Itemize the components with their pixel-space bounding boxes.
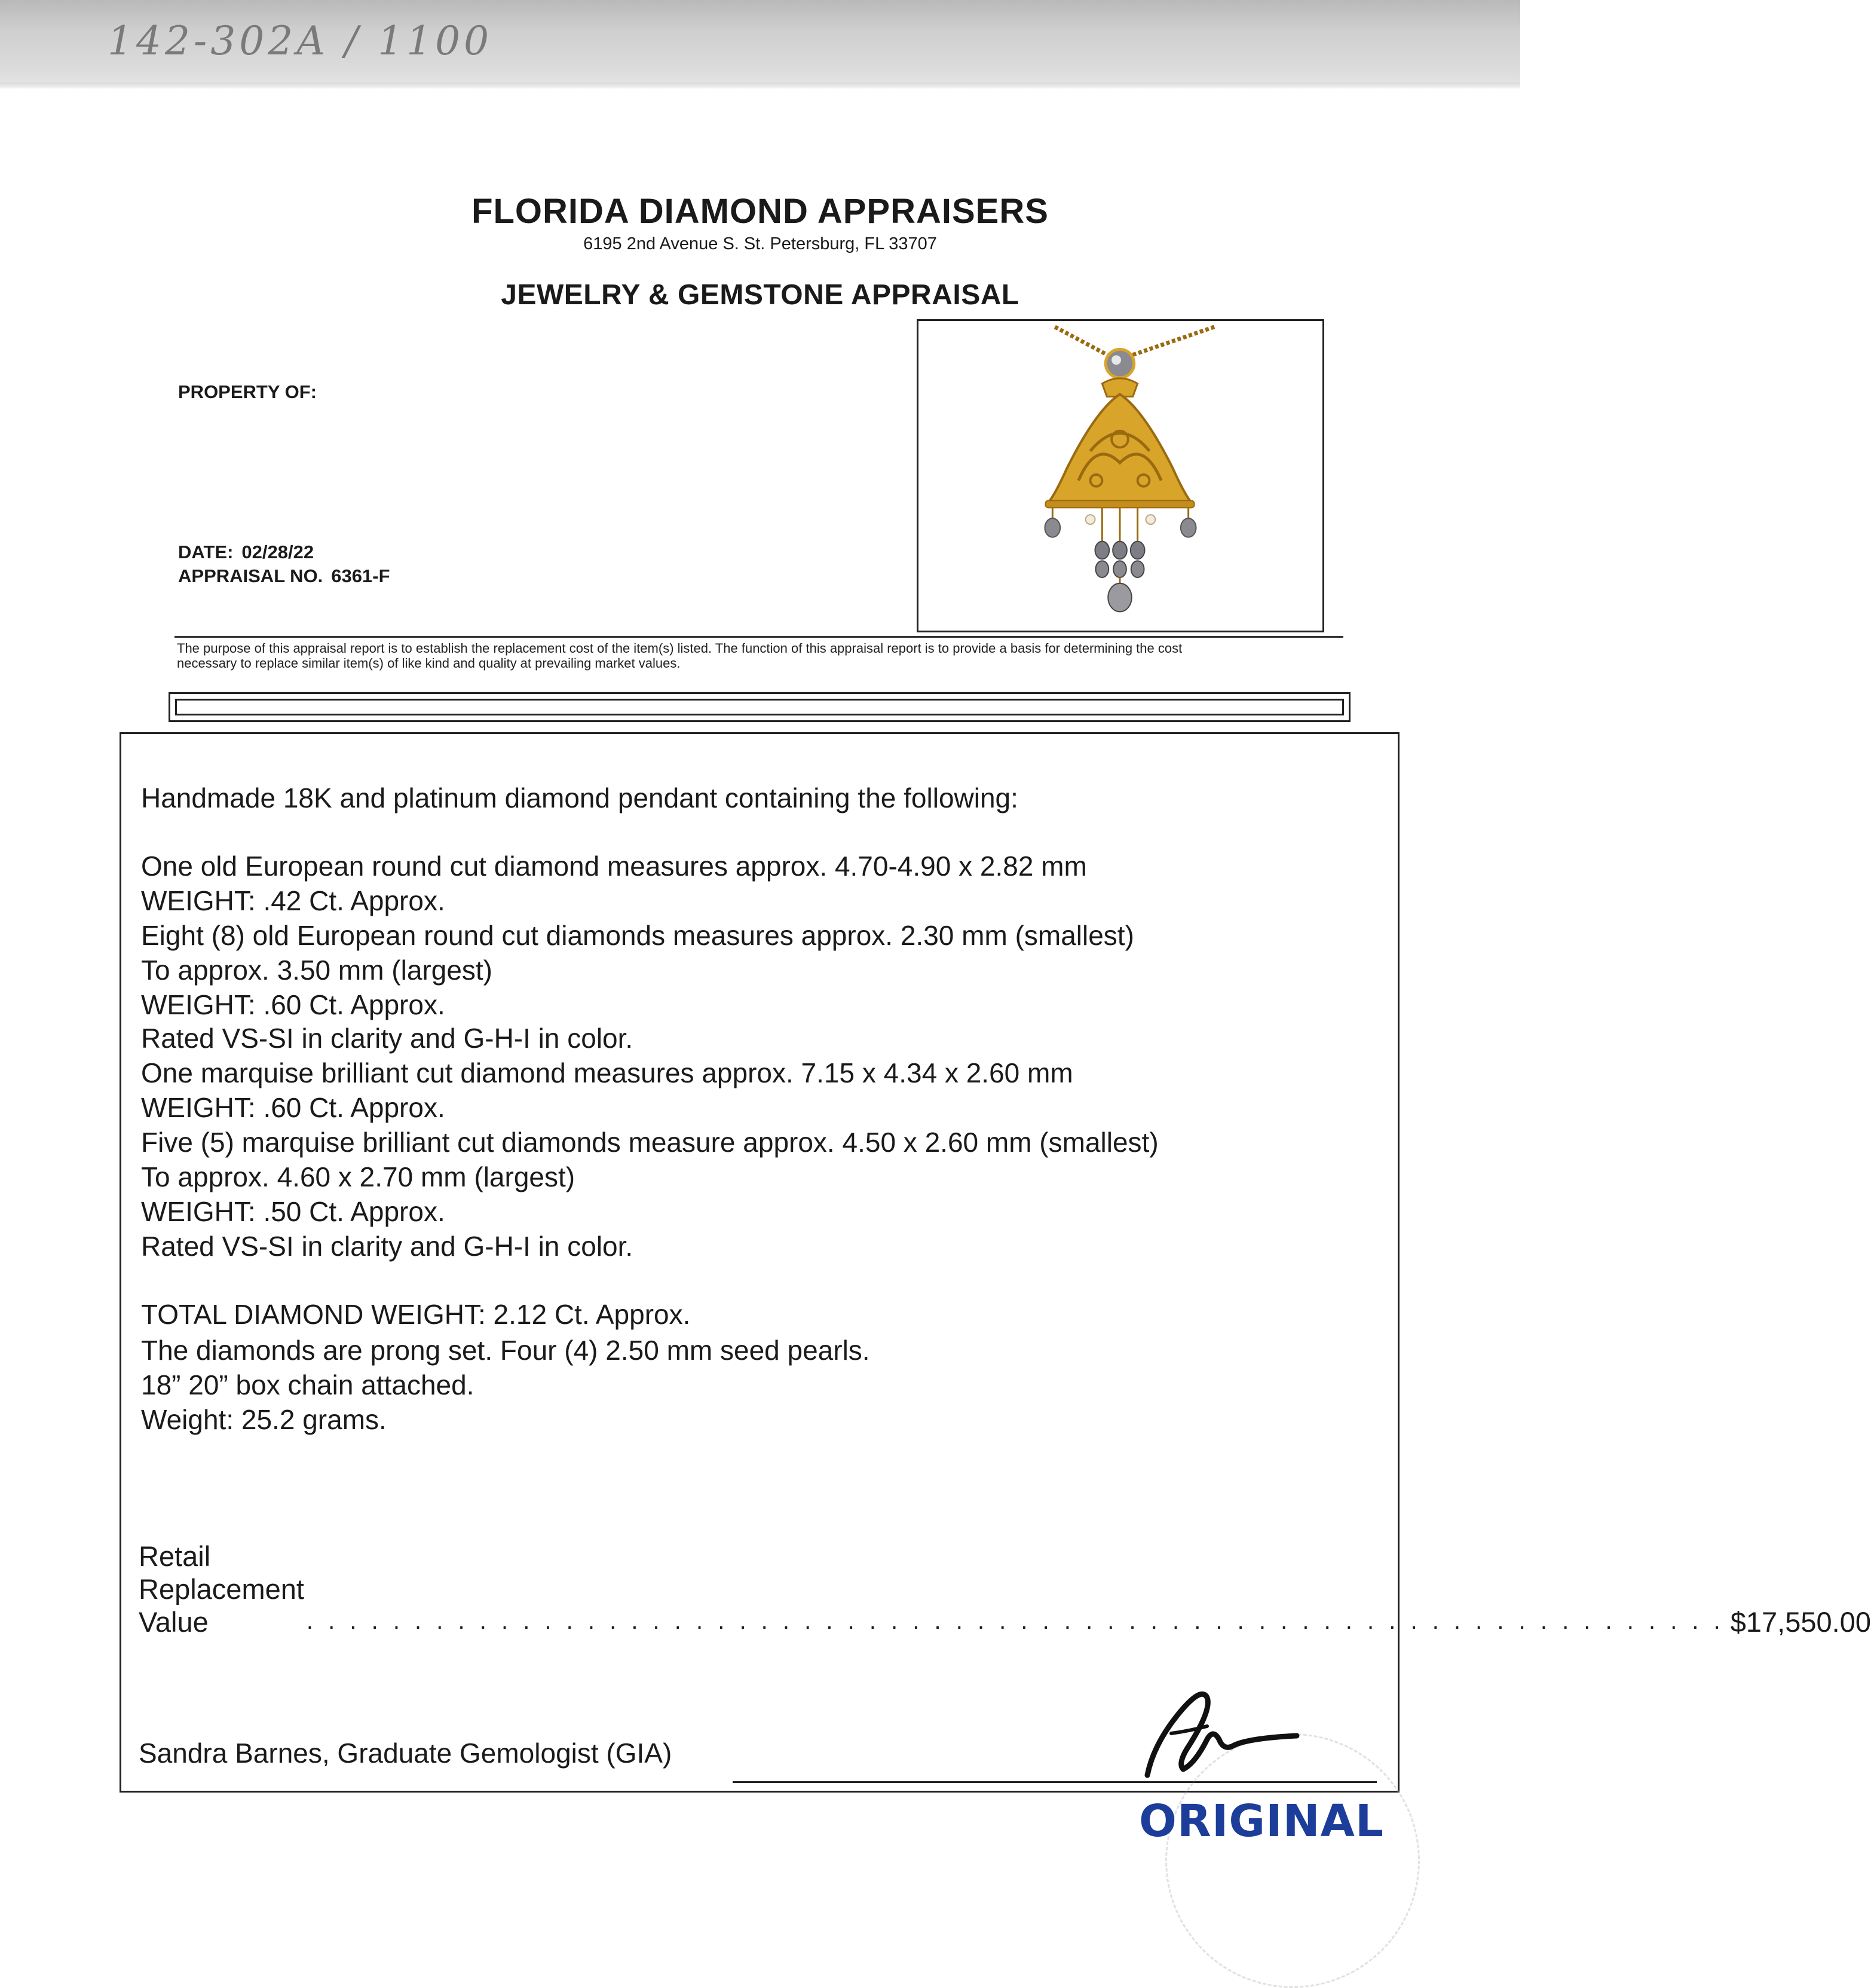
retail-value-amount: $17,550.00 xyxy=(1730,1606,1871,1638)
summary-line: Weight: 25.2 grams. xyxy=(141,1404,387,1435)
appraisal-number-value: 6361-F xyxy=(331,565,390,586)
pendant-illustration xyxy=(918,321,1322,631)
appraiser-name: Sandra Barnes, Graduate Gemologist (GIA) xyxy=(139,1738,672,1769)
description-line: WEIGHT: .60 Ct. Approx. xyxy=(141,1092,445,1123)
description-line: To approx. 4.60 x 2.70 mm (largest) xyxy=(141,1161,575,1192)
description-line: Five (5) marquise brilliant cut diamonds measure approx. 4.50 x 2.60 mm (smallest) xyxy=(141,1127,1159,1158)
signature-graphic xyxy=(1135,1674,1315,1787)
retail-value-row xyxy=(139,1540,1871,1638)
original-stamp: ORIGINAL xyxy=(1139,1796,1385,1847)
description-intro: Handmade 18K and platinum diamond pendant containing the following: xyxy=(141,782,1018,813)
summary-line: 18” 20” box chain attached. xyxy=(141,1369,474,1400)
summary-line: The diamonds are prong set. Four (4) 2.50 mm seed pearls. xyxy=(141,1335,870,1366)
date-value: 02/28/22 xyxy=(241,542,314,562)
description-line: One marquise brilliant cut diamond measures approx. 7.15 x 4.34 x 2.60 mm xyxy=(141,1057,1073,1088)
description-line: One old European round cut diamond measures approx. 4.70-4.90 x 2.82 mm xyxy=(141,851,1087,882)
date-label: DATE: xyxy=(178,542,234,562)
description-line: WEIGHT: .60 Ct. Approx. xyxy=(141,989,445,1020)
purpose-divider xyxy=(174,636,1343,638)
company-name: FLORIDA DIAMOND APPRAISERS xyxy=(471,192,1049,231)
handwritten-signature xyxy=(1135,1674,1315,1787)
document-title: JEWELRY & GEMSTONE APPRAISAL xyxy=(501,279,1019,311)
appraisal-number-field xyxy=(178,565,390,587)
company-address: 6195 2nd Avenue S. St. Petersburg, FL 33707 xyxy=(583,234,937,253)
retail-value-label: Retail Replacement Value xyxy=(139,1540,304,1638)
property-label: PROPERTY OF: xyxy=(178,381,317,402)
purpose-line: necessary to replace similar item(s) of like kind and quality at prevailing market values. xyxy=(177,656,681,671)
appraisal-number-label: APPRAISAL NO. xyxy=(178,565,323,586)
handwritten-note: 142-302A / 1100 xyxy=(108,18,493,64)
total-weight-line: TOTAL DIAMOND WEIGHT: 2.12 Ct. Approx. xyxy=(141,1299,691,1330)
description-line: WEIGHT: .50 Ct. Approx. xyxy=(141,1196,445,1227)
pendant-photo xyxy=(917,319,1324,632)
date-field xyxy=(178,542,314,563)
purpose-line: The purpose of this appraisal report is to establish the replacement cost of the item(s) listed. The function of this appraisal report is to provide a basis for determining the cost xyxy=(177,641,1183,656)
description-line: Rated VS-SI in clarity and G-H-I in color. xyxy=(141,1231,633,1262)
double-rule-bar xyxy=(169,692,1351,722)
description-line: Rated VS-SI in clarity and G-H-I in color. xyxy=(141,1023,633,1054)
description-line: WEIGHT: .42 Ct. Approx. xyxy=(141,885,445,916)
purpose-statement xyxy=(177,641,1348,671)
description-line: To approx. 3.50 mm (largest) xyxy=(141,955,493,986)
paper-edge xyxy=(0,82,1520,88)
description-line: Eight (8) old European round cut diamonds measures approx. 2.30 mm (smallest) xyxy=(141,920,1134,951)
leader-dots: . . . . . . . . . . . . . . . . . . . . . . . . . . . . . . . . . . . . . . . . . . . . . . . . . . . . . . . . . . . . . . . . . . xyxy=(306,1608,1725,1634)
